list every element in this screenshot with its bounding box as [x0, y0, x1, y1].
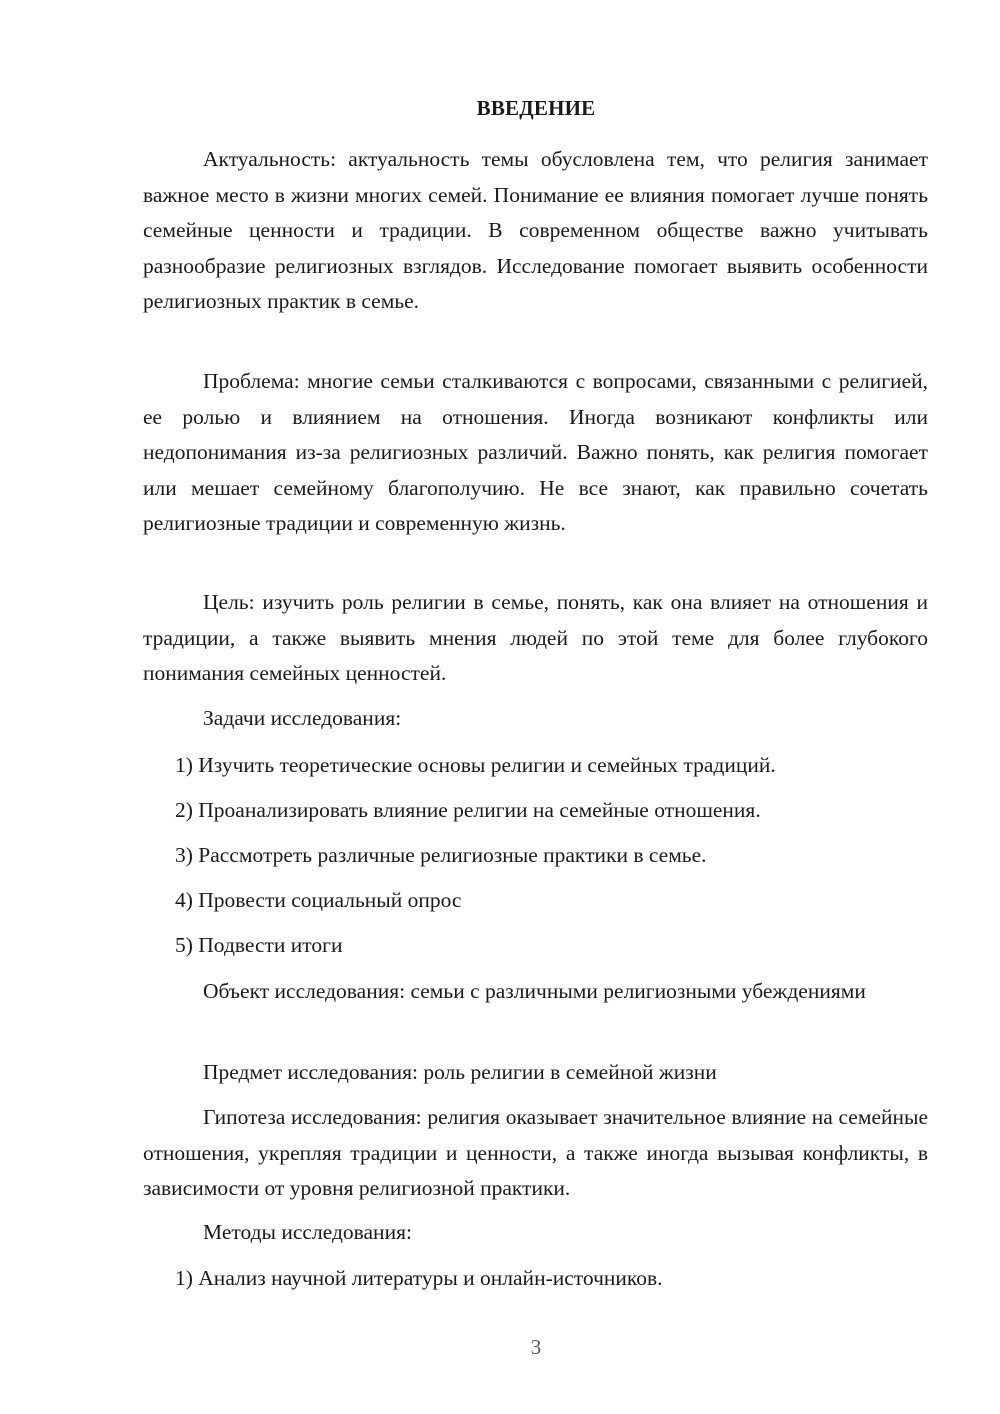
goal-paragraph: Цель: изучить роль религии в семье, понять, как она влияет на отношения и традиции, а также выявить мнения людей по этой теме для более глубокого понимания семейных ценностей. — [143, 590, 928, 685]
methods-heading: Методы исследования: — [203, 1220, 412, 1244]
task-item: 2) Проанализировать влияние религии на семейные отношения. — [175, 798, 761, 822]
task-item: 3) Рассмотреть различные религиозные практики в семье. — [175, 843, 707, 867]
section-title: ВВЕДЕНИЕ — [476, 96, 596, 120]
subject-paragraph: Предмет исследования: роль религии в семейной жизни — [203, 1060, 717, 1084]
page-number: 3 — [530, 1335, 542, 1359]
object-paragraph: Объект исследования: семьи с различными религиозными убеждениями — [203, 979, 866, 1003]
method-item: 1) Анализ научной литературы и онлайн-источников. — [175, 1266, 663, 1290]
task-item: 1) Изучить теоретические основы религии и семейных традиций. — [175, 753, 776, 777]
task-item: 4) Провести социальный опрос — [175, 888, 462, 912]
tasks-heading: Задачи исследования: — [203, 706, 402, 730]
problem-paragraph: Проблема: многие семьи сталкиваются с вопросами, связанными с религией, ее ролью и влиянием на отношения. Иногда возникают конфликты или недопонимания из-за религиозных различий. Важно понять, как религия помогает или мешает семейному благополучию. Не все знают, как правильно сочетать религиозные традиции и современную жизнь. — [143, 369, 928, 535]
hypothesis-paragraph: Гипотеза исследования: религия оказывает значительное влияние на семейные отношения, укрепляя традиции и ценности, а также иногда вызывая конфликты, в зависимости от уровня религиозной практики. — [143, 1105, 928, 1200]
relevance-paragraph: Актуальность: актуальность темы обусловлена тем, что религия занимает важное место в жизни многих семей. Понимание ее влияния помогает лучше понять семейные ценности и традиции. В современном обществе важно учитывать разнообразие религиозных взглядов. Исследование помогает выявить особенности религиозных практик в семье. — [143, 147, 928, 313]
task-item: 5) Подвести итоги — [175, 933, 343, 957]
